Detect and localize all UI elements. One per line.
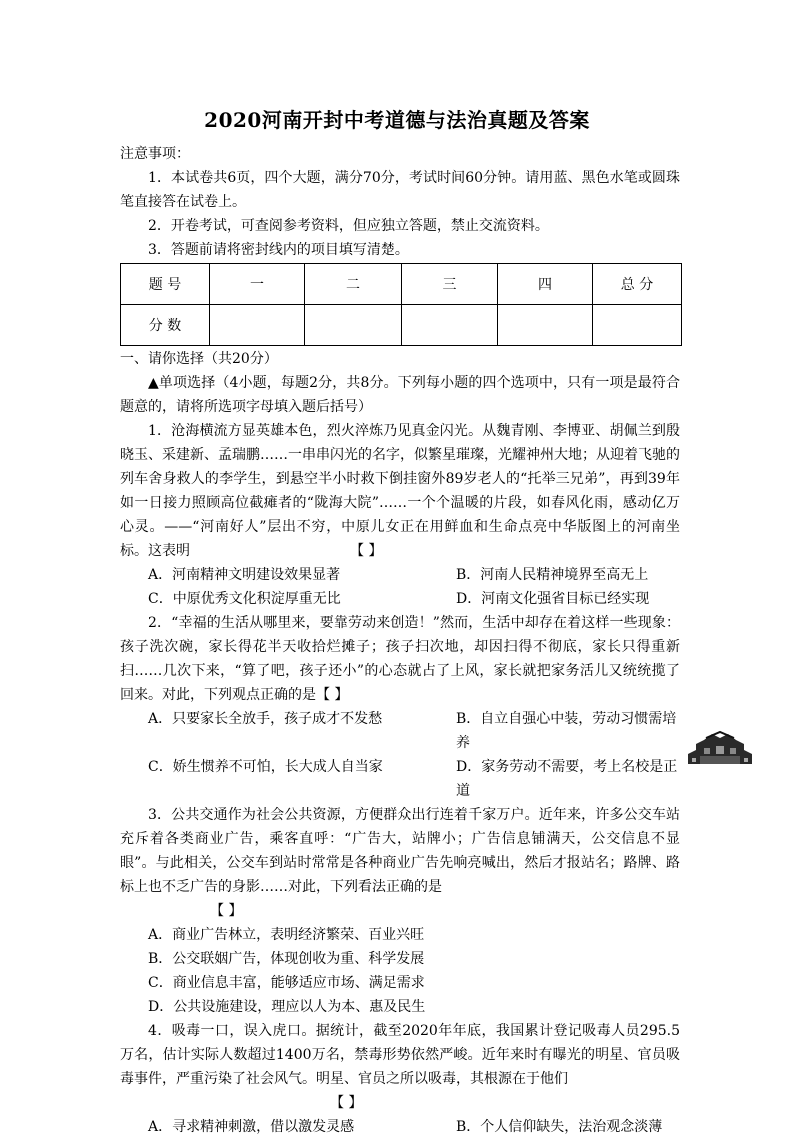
option-a: A．只要家长全放手，孩子成才不发愁 xyxy=(148,711,383,727)
option-a: A．河南精神文明建设效果显著 xyxy=(148,567,341,583)
score-input-cell[interactable] xyxy=(498,305,593,346)
section-intro: ▲单项选择（4小题，每题2分，共8分。下列每小题的四个选项中，只有一项是最符合题意的，请将所选项字母填入题后括号） xyxy=(120,375,680,415)
option-b: B．自立自强心中装，劳动习惯需培养 xyxy=(456,711,677,751)
question-1-stem xyxy=(120,419,680,563)
option-a: A．商业广告林立，表明经济繁荣、百业兴旺 xyxy=(148,927,425,943)
score-input-cell[interactable] xyxy=(210,305,305,346)
score-table-cell: 三 xyxy=(402,264,498,305)
score-table-cell: 总 分 xyxy=(593,264,682,305)
score-table-score-row xyxy=(121,305,682,346)
option-row xyxy=(120,563,680,587)
question-4-stem: 4．吸毒一口，误入虎口。据统计，截至2020年年底，我国累计登记吸毒人员295.5万名，估计实际人数超过1400万名，禁毒形势依然严峻。近年来时有曝光的明星、官员吸毒事件，严重污染了社会风气。明星、官员之所以吸毒，其根源在于他们 xyxy=(120,1023,680,1087)
building-image xyxy=(686,730,754,766)
notice-item: 2．开卷考试，可查阅参考资料，但应独立答题，禁止交流资料。 xyxy=(148,218,549,234)
score-table xyxy=(120,263,682,346)
score-table-cell: 二 xyxy=(305,264,402,305)
option-row xyxy=(120,1115,680,1139)
score-input-cell[interactable] xyxy=(305,305,402,346)
option-row xyxy=(120,587,680,611)
notice-item: 3．答题前请将密封线内的项目填写清楚。 xyxy=(148,242,409,258)
score-input-cell[interactable] xyxy=(402,305,498,346)
option-d: D．公共设施建设，理应以人为本、惠及民生 xyxy=(148,999,426,1015)
section-heading: 一、请你选择（共20分） xyxy=(120,351,278,367)
score-input-cell[interactable] xyxy=(593,305,682,346)
option-c: C．中原优秀文化积淀厚重无比 xyxy=(148,591,341,607)
option-c: C．商业信息丰富，能够适应市场、满足需求 xyxy=(148,975,425,991)
notice-heading: 注意事项： xyxy=(120,146,190,162)
option-d: D．河南文化强省目标已经实现 xyxy=(456,591,650,607)
answer-bracket[interactable]: 【 】 xyxy=(330,1095,363,1111)
option-c: C．娇生惯养不可怕，长大成人自当家 xyxy=(148,759,383,775)
score-table-header-row xyxy=(121,264,682,305)
score-table-cell: 分 数 xyxy=(121,305,210,346)
option-d: D．家务劳动不需要，考上名校是正道 xyxy=(456,759,678,799)
answer-bracket[interactable]: 【 】 xyxy=(350,543,383,559)
answer-bracket[interactable]: 【 】 xyxy=(316,687,349,703)
answer-bracket[interactable]: 【 】 xyxy=(210,903,243,919)
score-table-cell: 题 号 xyxy=(121,264,210,305)
option-row xyxy=(120,707,680,755)
option-b: B．河南人民精神境界至高无上 xyxy=(456,567,649,583)
score-table-cell: 四 xyxy=(498,264,593,305)
option-b: B．公交联姻广告，体现创收为重、科学发展 xyxy=(148,951,425,967)
option-b: B．个人信仰缺失，法治观念淡薄 xyxy=(456,1119,663,1135)
score-table-cell: 一 xyxy=(210,264,305,305)
question-2-stem xyxy=(120,611,680,707)
question-2-text: 2．“幸福的生活从哪里来，要靠劳动来创造！”然而，生活中却存在着这样一些现象：孩子洗次碗，家长得花半天收拾烂摊子；孩子扫次地，却因扫得不彻底，家长只得重新扫……几次下来，“算了吧，孩子还小”的心态就占了上风，家长就把家务活儿又统统揽了回来。对此，下列观点正确的是 xyxy=(120,615,680,703)
exam-content xyxy=(120,142,680,1139)
question-3-stem: 3．公共交通作为社会公共资源，方便群众出行连着千家万户。近年来，许多公交车站充斥着各类商业广告，乘客直呼：“广告大，站牌小；广告信息铺满天，公交信息不显眼”。与此相关，公交车到站时常常是各种商业广告先响亮喊出，然后才报站名；路牌、路标上也不乏广告的身影……对此，下列看法正确的是 xyxy=(120,807,680,895)
question-1-text: 1．沧海横流方显英雄本色，烈火淬炼乃见真金闪光。从魏青刚、李博亚、胡佩兰到殷晓玉、采建新、孟瑞鹏……一串串闪光的名字，似繁星璀璨，光耀神州大地；从迎着飞驰的列车舍身救人的李学生，到悬空半小时救下倒挂窗外89岁老人的“托举三兄弟”，再到39年如一日接力照顾高位截瘫者的“陇海大院”……一个个温暖的片段，如春风化雨，感动亿万心灵。——“河南好人”层出不穷，中原儿女正在用鲜血和生命点亮中华版图上的河南坐标。这表明 xyxy=(120,423,680,559)
page-title: 2020河南开封中考道德与法治真题及答案 xyxy=(204,108,590,132)
notice-item: 1．本试卷共6页，四个大题，满分70分，考试时间60分钟。请用蓝、黑色水笔或圆珠笔直接答在试卷上。 xyxy=(120,170,680,210)
option-a: A．寻求精神刺激，借以激发灵感 xyxy=(148,1119,355,1135)
option-row xyxy=(120,755,680,803)
